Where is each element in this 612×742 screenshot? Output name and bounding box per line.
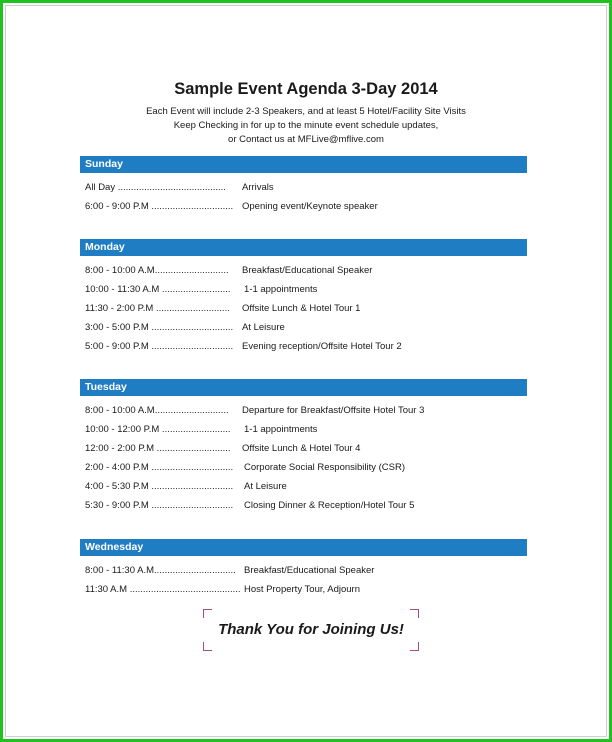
thank-you-text: Thank You for Joining Us! — [218, 621, 404, 638]
agenda-description: Evening reception/Offsite Hotel Tour 2 — [242, 341, 402, 352]
agenda-description: Departure for Breakfast/Offsite Hotel Tour 3 — [242, 405, 425, 416]
agenda-description: At Leisure — [242, 322, 285, 333]
agenda-time: 6:00 - 9:00 P.M ............................... — [85, 201, 234, 212]
agenda-time: 2:00 - 4:00 P.M ............................... — [85, 462, 234, 473]
day-header-wednesday: Wednesday — [80, 539, 527, 556]
agenda-description: Breakfast/Educational Speaker — [242, 265, 373, 276]
day-header-monday: Monday — [80, 239, 527, 256]
agenda-time: 11:30 - 2:00 P.M ............................ — [85, 303, 230, 314]
agenda-time: 8:00 - 10:00 A.M............................ — [85, 265, 229, 276]
agenda-description: Offsite Lunch & Hotel Tour 1 — [242, 303, 361, 314]
subtitle-line-3: or Contact us at MFLive@mflive.com — [228, 134, 384, 145]
subtitle-line-2: Keep Checking in for up to the minute event schedule updates, — [173, 120, 439, 131]
day-header-tuesday: Tuesday — [80, 379, 527, 396]
agenda-time: 5:30 - 9:00 P.M ............................... — [85, 500, 234, 511]
agenda-time: 12:00 - 2:00 P.M ............................ — [85, 443, 231, 454]
agenda-description: Host Property Tour, Adjourn — [244, 584, 360, 595]
agenda-time: 3:00 - 5:00 P.M ............................... — [85, 322, 234, 333]
agenda-time: 4:00 - 5:30 P.M ............................... — [85, 481, 234, 492]
agenda-time: 8:00 - 10:00 A.M............................ — [85, 405, 229, 416]
day-header-sunday: Sunday — [80, 156, 527, 173]
agenda-description: Breakfast/Educational Speaker — [244, 565, 375, 576]
page-title: Sample Event Agenda 3-Day 2014 — [174, 80, 438, 98]
agenda-time: 11:30 A.M .......................................... — [85, 584, 241, 595]
agenda-time: 5:00 - 9:00 P.M ............................... — [85, 341, 234, 352]
agenda-time: 10:00 - 12:00 P.M .......................... — [85, 424, 231, 435]
agenda-description: At Leisure — [244, 481, 287, 492]
agenda-description: Closing Dinner & Reception/Hotel Tour 5 — [244, 500, 415, 511]
thank-you-box — [203, 609, 419, 651]
agenda-description: 1-1 appointments — [244, 424, 318, 435]
subtitle-line-1: Each Event will include 2-3 Speakers, and at least 5 Hotel/Facility Site Visits — [146, 106, 466, 117]
agenda-description: Arrivals — [242, 182, 274, 193]
agenda-description: Corporate Social Responsibility (CSR) — [244, 462, 406, 473]
agenda-description: Opening event/Keynote speaker — [242, 201, 378, 212]
agenda-time: All Day ......................................... — [85, 182, 226, 193]
agenda-time: 10:00 - 11:30 A.M .......................... — [85, 284, 231, 295]
agenda-time: 8:00 - 11:30 A.M............................... — [85, 565, 236, 576]
agenda-description: Offsite Lunch & Hotel Tour 4 — [242, 443, 361, 454]
agenda-description: 1-1 appointments — [244, 284, 318, 295]
